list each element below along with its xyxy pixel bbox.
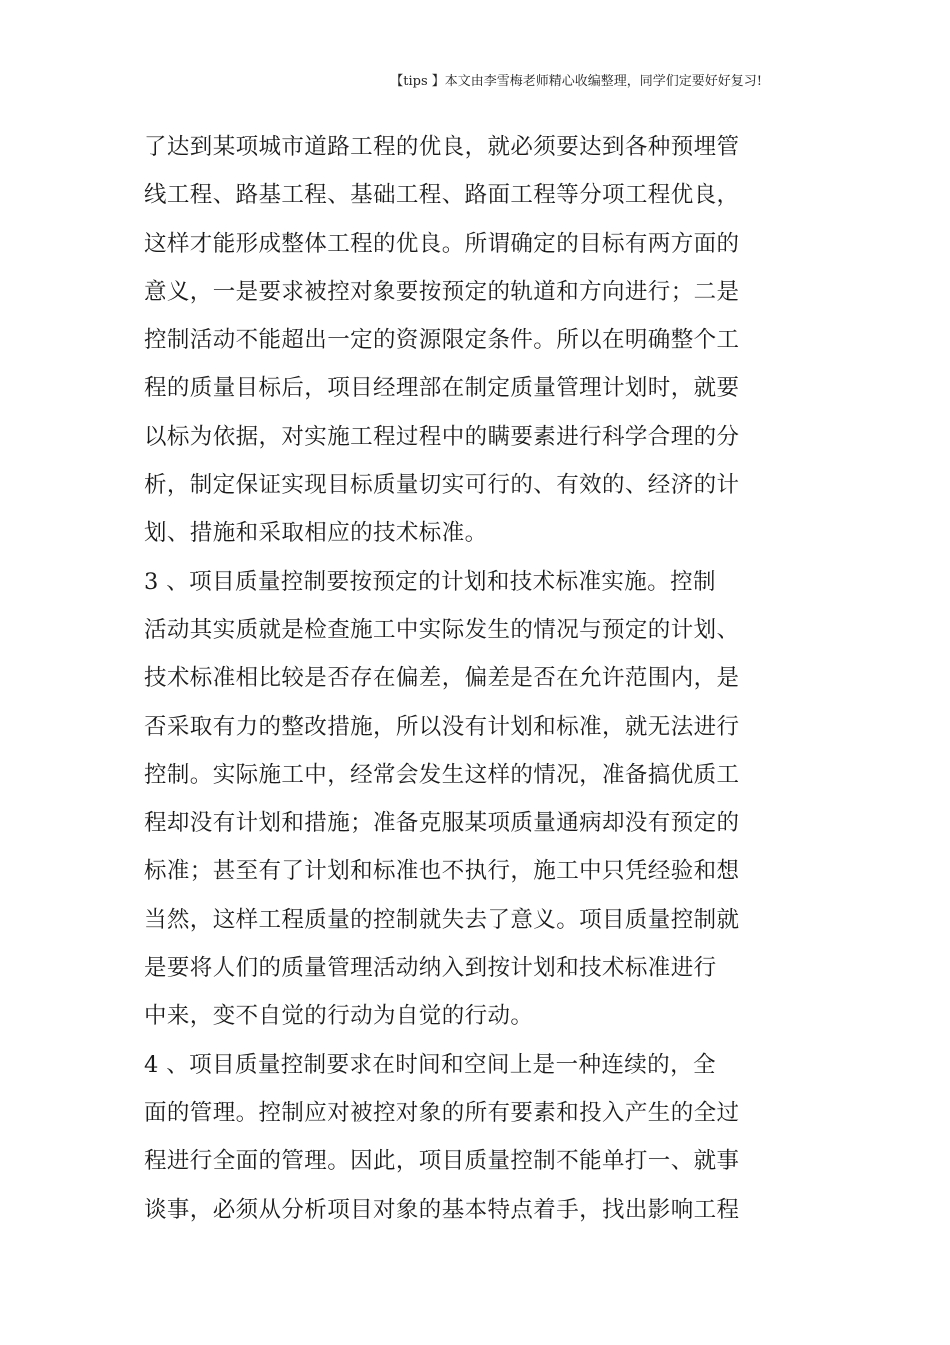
text-line: 以标为依据，对实施工程过程中的瞒要素进行科学合理的分 (144, 423, 740, 450)
text-line: 否采取有力的整改措施，所以没有计划和标准，就无法进行 (144, 713, 740, 740)
text-line: 技术标准相比较是否存在偏差，偏差是否在允许范围内，是 (144, 665, 740, 692)
document-body (144, 123, 744, 1234)
text-line: 是要将人们的质量管理活动纳入到按计划和技术标准进行 (144, 955, 717, 982)
text-line: 程的质量目标后，项目经理部在制定质量管理计划时，就要 (144, 375, 740, 402)
text-line: 4 、项目质量控制要求在时间和空间上是一种连续的，全 (144, 1051, 716, 1078)
text-line: 谈事，必须从分析项目对象的基本特点着手，找出影响工程 (144, 1196, 740, 1223)
text-line: 3 、项目质量控制要按预定的计划和技术标准实施。控制 (144, 568, 716, 595)
text-line: 标准；甚至有了计划和标准也不执行，施工中只凭经验和想 (144, 858, 740, 885)
text-line: 程却没有计划和措施；准备克服某项质量通病却没有预定的 (144, 810, 740, 837)
text-line: 了达到某项城市道路工程的优良，就必须要达到各种预埋管 (144, 134, 740, 160)
text-line: 意义，一是要求被控对象要按预定的轨道和方向进行；二是 (144, 278, 740, 305)
text-line: 划、措施和采取相应的技术标准。 (144, 520, 488, 547)
text-line: 线工程、路基工程、基础工程、路面工程等分项工程优良， (144, 182, 740, 209)
text-line: 面的管理。控制应对被控对象的所有要素和投入产生的全过 (144, 1099, 740, 1126)
text-line: 程进行全面的管理。因此，项目质量控制不能单打一、就事 (144, 1148, 740, 1175)
text-line: 当然，这样工程质量的控制就失去了意义。项目质量控制就 (144, 906, 740, 933)
text-line: 中来，变不自觉的行动为自觉的行动。 (144, 1003, 534, 1030)
text-line: 控制。实际施工中，经常会发生这样的情况，准备搞优质工 (144, 761, 740, 788)
text-line: 活动其实质就是检查施工中实际发生的情况与预定的计划、 (144, 616, 740, 643)
text-line: 这样才能形成整体工程的优良。所谓确定的目标有两方面的 (144, 230, 740, 257)
text-line: 控制活动不能超出一定的资源限定条件。所以在明确整个工 (144, 327, 740, 354)
header-tips-note: 【tips 】本文由李雪梅老师精心收编整理，同学们定要好好复习! (390, 74, 762, 89)
text-line: 析，制定保证实现目标质量切实可行的、有效的、经济的计 (144, 472, 740, 499)
